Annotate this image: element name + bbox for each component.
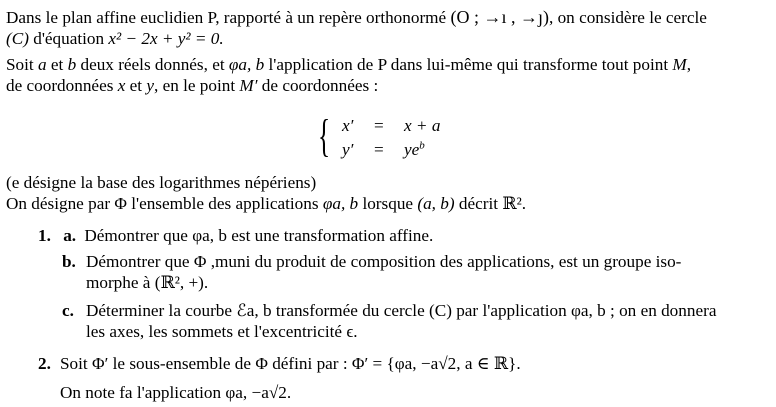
question-2-number: 2. bbox=[38, 354, 51, 373]
text-segment: Dans le plan affine euclidien P, rapporté à un repère orthonormé bbox=[6, 8, 447, 27]
text-segment: , bbox=[686, 55, 692, 74]
text-segment: , on considère le cercle bbox=[548, 8, 707, 27]
question-1b-line2: morphe à (ℝ², +). bbox=[86, 273, 209, 292]
left-brace: { bbox=[318, 110, 331, 161]
question-1b-line1: Démontrer que Φ ,muni du produit de composition des applications, est un groupe iso- bbox=[86, 252, 682, 271]
paragraph-line-3 bbox=[6, 55, 691, 75]
text-segment: On désigne par Φ l'ensemble des applications bbox=[6, 194, 323, 213]
phi-ab: φa, b bbox=[228, 55, 265, 74]
circle-label: (C) bbox=[6, 29, 29, 48]
var-y: y bbox=[146, 76, 154, 95]
question-2-line1: Soit Φ′ le sous-ensemble de Φ défini par : Φ′ = {φa, −a√2, a ∈ ℝ}. bbox=[60, 354, 521, 373]
text-segment: décrit ℝ². bbox=[454, 194, 527, 213]
text-segment: Soit bbox=[6, 55, 38, 74]
question-1a bbox=[38, 226, 433, 246]
circle-equation: x² − 2x + y² = 0. bbox=[108, 29, 224, 48]
row2-exponent: b bbox=[419, 139, 425, 152]
row2-rhs: ye bbox=[404, 140, 420, 159]
equation-system bbox=[318, 112, 458, 164]
question-1b-letter: b. bbox=[62, 252, 76, 271]
paragraph-line-6 bbox=[6, 194, 526, 214]
row1-equals: = bbox=[374, 116, 384, 135]
question-text: Démontrer que φa, b est une transformation affine. bbox=[84, 226, 434, 245]
question-number: 1. bbox=[38, 226, 51, 245]
paragraph-line-5: (e désigne la base des logarithmes népériens) bbox=[6, 173, 317, 192]
paragraph-line-1 bbox=[6, 7, 707, 28]
point-M: M bbox=[672, 55, 687, 74]
text-segment: de coordonnées bbox=[6, 76, 118, 95]
row1-lhs: x′ bbox=[342, 116, 354, 135]
question-2-line2: On note fa l'application φa, −a√2. bbox=[60, 383, 292, 402]
var-a: a bbox=[38, 55, 47, 74]
text-segment: d'équation bbox=[28, 29, 109, 48]
frame-notation: (O ; →ı , →ȷ) bbox=[450, 7, 549, 27]
point-M-prime: M′ bbox=[239, 76, 258, 95]
text-segment: lorsque bbox=[358, 194, 418, 213]
row1-rhs: x + a bbox=[404, 116, 441, 135]
row2-lhs: y′ bbox=[342, 140, 354, 159]
var-b: b bbox=[67, 55, 77, 74]
subquestion-letter: a. bbox=[63, 226, 77, 245]
pair-ab: (a, b) bbox=[417, 194, 455, 213]
text-segment: et bbox=[125, 76, 147, 95]
text-segment: deux réels donnés, et bbox=[76, 55, 229, 74]
paragraph-line-2 bbox=[6, 29, 224, 49]
question-1c-line2: les axes, les sommets et l'excentricité ϵ. bbox=[86, 322, 358, 341]
var-x: x bbox=[117, 76, 126, 95]
paragraph-line-4 bbox=[6, 76, 378, 96]
text-segment: et bbox=[46, 55, 68, 74]
phi-ab: φa, b bbox=[322, 194, 359, 213]
text-segment: de coordonnées : bbox=[257, 76, 379, 95]
text-segment: , en le point bbox=[153, 76, 240, 95]
row2-equals: = bbox=[374, 140, 384, 159]
text-segment: l'application de P dans lui-même qui transforme tout point bbox=[264, 55, 673, 74]
question-1c-line1: Déterminer la courbe ℰa, b transformée du cercle (C) par l'application φa, b ; on en donnera bbox=[86, 301, 717, 320]
question-1c-letter: c. bbox=[62, 301, 74, 320]
